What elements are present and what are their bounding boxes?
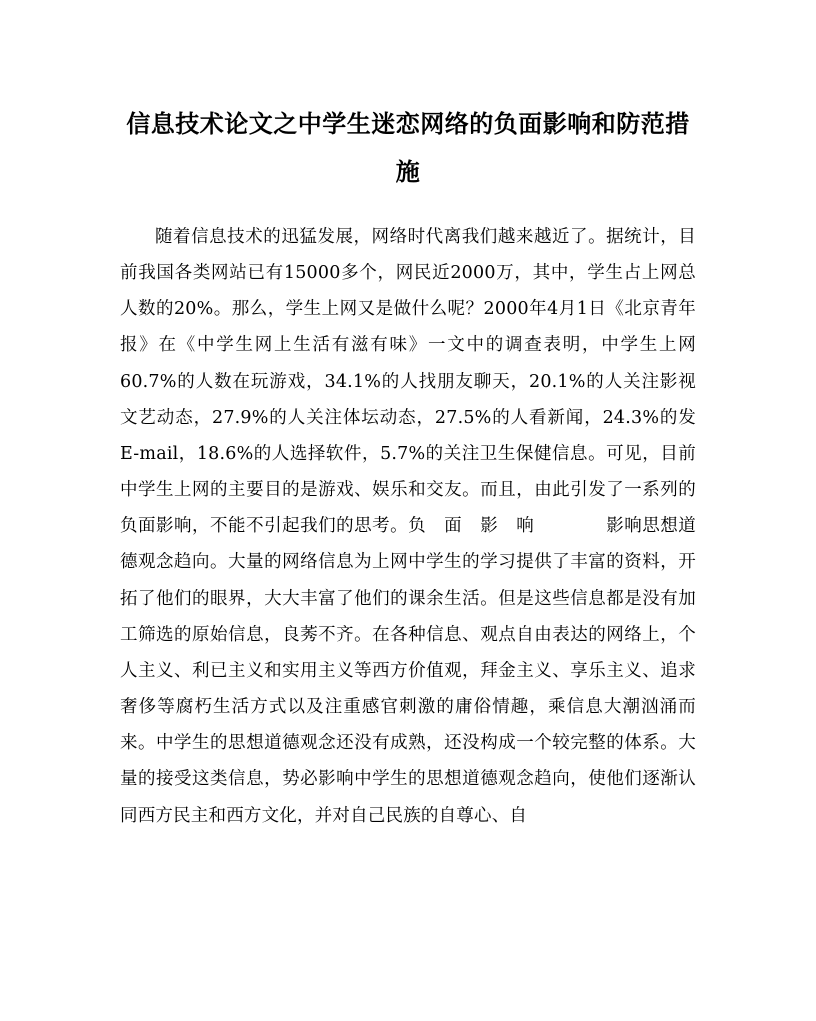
document-title: 信息技术论文之中学生迷恋网络的负面影响和防范措施	[126, 109, 690, 186]
body-paragraph: 随着信息技术的迅猛发展，网络时代离我们越来越近了。据统计，目前我国各类网站已有15000多个，网民近2000万，其中，学生占上网总人数的20%。那么，学生上网又是做什么呢？2000年4月1日《北京青年报》在《中学生网上生活有滋有味》一文中的调查表明，中学生上网60.7%的人数在玩游戏，34.1%的人找朋友聊天，20.1%的人关注影视文艺动态，27.9%的人关注体坛动态，27.5%的人看新闻，24.3%的发E-mail，18.6%的人选择软件，5.7%的关注卫生保健信息。可见，目前中学生上网的主要目的是游戏、娱乐和交友。而且，由此引发了一系列的负面影响，不能不引起我们的思考。负 面 影 响 影响思想道德观念趋向。大量的网络信息为上网中学生的学习提供了丰富的资料，开拓了他们的眼界，大大丰富了他们的课余生活。但是这些信息都是没有加工筛选的原始信息，良莠不齐。在各种信息、观点自由表达的网络上，个人主义、利已主义和实用主义等西方价值观，拜金主义、享乐主义、追求奢侈等腐朽生活方式以及注重感官刺激的庸俗情趣，乘信息大潮汹涌而来。中学生的思想道德观念还没有成熟，还没构成一个较完整的体系。大量的接受这类信息，势必影响中学生的思想道德观念趋向，使他们逐渐认同西方民主和西方文化，并对自己民族的自尊心、自	[120, 227, 696, 826]
